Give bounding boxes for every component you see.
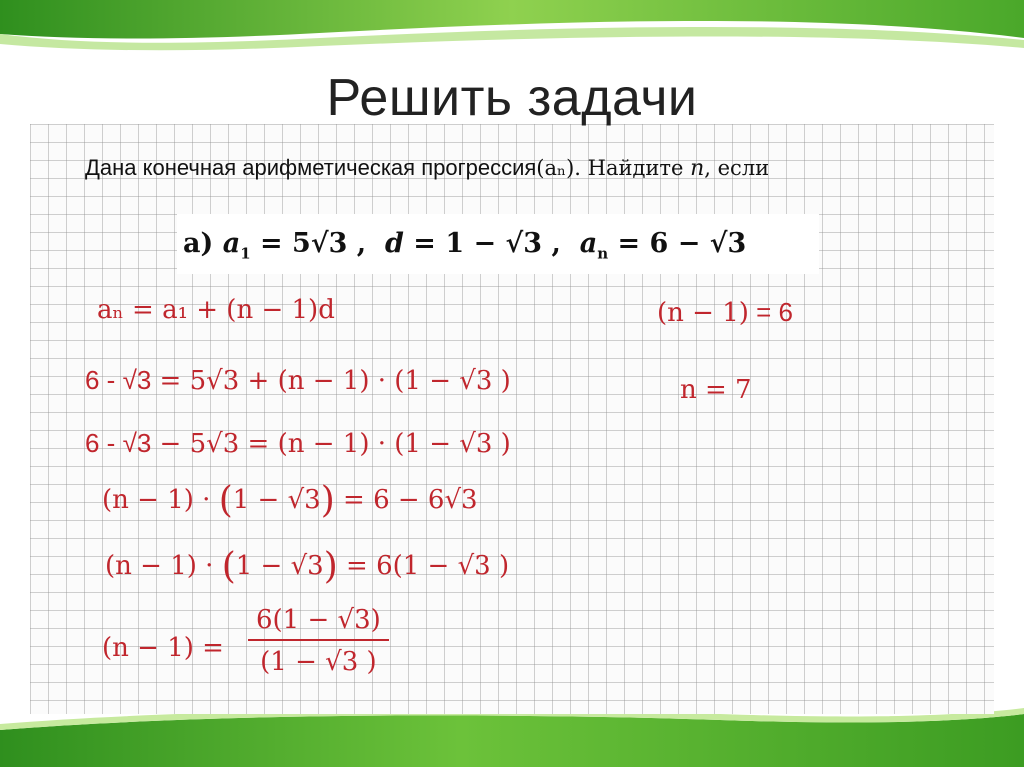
task-suffix: , если: [704, 156, 770, 180]
result-step-2: n = 7: [680, 375, 752, 405]
step5-left: (n − 1) ·: [105, 551, 222, 581]
formula-step-5: [105, 546, 510, 587]
result1-lhs: (n − 1): [657, 298, 749, 328]
condition-a1-sub: 1: [240, 244, 251, 263]
step5-paren-open: (: [221, 546, 236, 587]
formula-step-2: [85, 365, 511, 396]
step2-rhs: = 5√3 + (n − 1) · (1 − √3 ): [151, 366, 511, 396]
formula-step-6-lhs: (n − 1) =: [102, 633, 224, 663]
fraction-denominator: (1 − √3 ): [260, 647, 377, 677]
condition-an-sub: n: [597, 244, 609, 263]
formula-step-6-fraction: [248, 605, 389, 677]
step4-right: = 6 − 6√3: [334, 485, 478, 515]
step2-lhs: 6 - √3: [85, 365, 152, 395]
condition-d-value: = 1 − √3 ,: [413, 228, 561, 259]
condition-box: [177, 214, 819, 274]
condition-a1-value: = 5√3 ,: [260, 228, 367, 259]
task-prefix: Дана конечная арифметическая прогрессия: [85, 155, 537, 180]
result-step-1: [657, 297, 793, 328]
formula-step-4: [102, 480, 478, 521]
condition-a1-symbol: a: [222, 228, 241, 259]
formula-step-3: [85, 428, 511, 459]
task-statement: [85, 155, 769, 181]
slide-title: Решить задачи: [326, 69, 698, 127]
step4-inner: 1 − √3: [232, 485, 321, 515]
step4-left: (n − 1) ·: [102, 485, 219, 515]
step4-paren-close: ): [320, 480, 335, 521]
grid-paper-background: [30, 124, 994, 714]
task-middle: . Найдите: [574, 156, 691, 180]
step5-right: = 6(1 − √3 ): [337, 551, 510, 581]
step3-rhs: − 5√3 = (n − 1) · (1 − √3 ): [151, 429, 511, 459]
step3-lhs: 6 - √3: [85, 428, 152, 458]
condition-an-symbol: a: [579, 228, 598, 259]
step5-inner: 1 − √3: [235, 551, 324, 581]
step5-paren-close: ): [323, 546, 338, 587]
result1-rhs: = 6: [748, 297, 793, 327]
condition-item-label: а): [183, 228, 214, 259]
formula-step-1: aₙ = a₁ + (n − 1)d: [97, 295, 335, 325]
step4-paren-open: (: [218, 480, 233, 521]
fraction-numerator: 6(1 − √3): [248, 605, 389, 641]
task-sequence: (aₙ): [536, 156, 575, 180]
task-variable: n: [690, 156, 705, 181]
condition-d-symbol: d: [385, 228, 404, 259]
condition-an-value: = 6 − √3: [617, 228, 747, 259]
